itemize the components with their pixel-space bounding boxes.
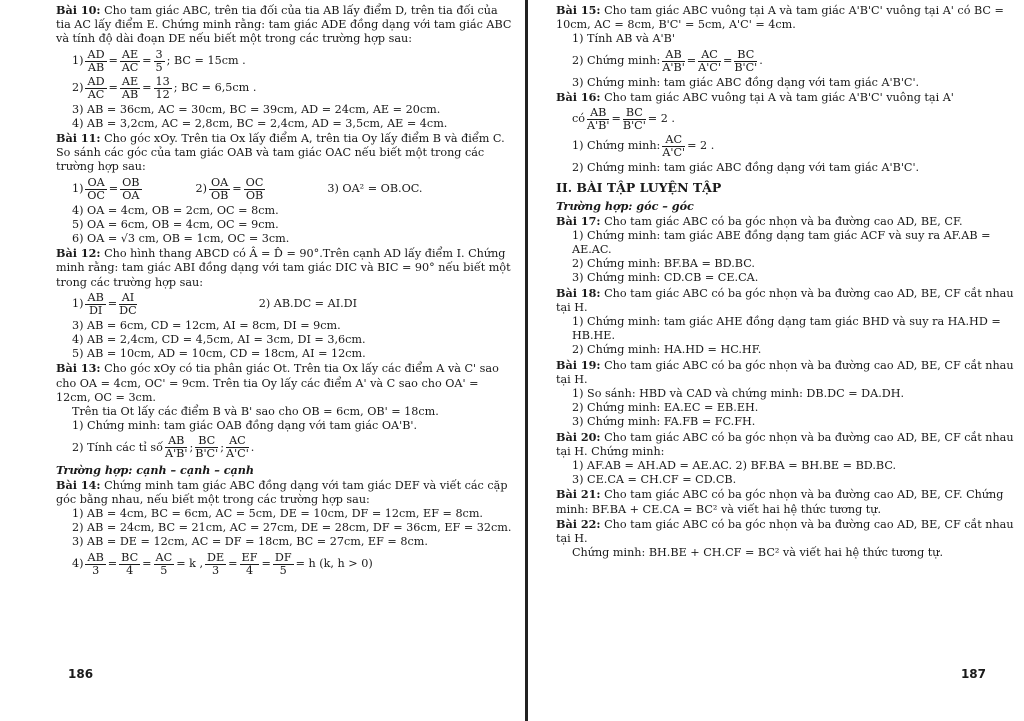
fraction: $\frac{AC}{A'C'}$ (225, 434, 249, 461)
ex13-case-2: 2) Tính các tỉ số $\frac{AB}{A'B'}$ ; $\frac{BC}{B'C'}$ ; $\frac{AC}{A'C'}$ . (72, 434, 255, 461)
fraction: $\frac{AC}{5}$ (155, 550, 173, 577)
ex16-case-2: 2) Chứng minh: tam giác ABC đồng dạng với tam giác A'B'C'. (572, 161, 920, 175)
case-label: 1) (72, 182, 84, 196)
fraction: $\frac{AE}{AB}$ (121, 74, 139, 101)
fraction: $\frac{AD}{AB}$ (87, 47, 105, 74)
case-text: ; BC = 15cm . (166, 54, 246, 67)
exercise-label: Bài 13: (56, 361, 101, 376)
exercise-label: Bài 12: (56, 246, 101, 261)
exercise-label: Bài 19: (556, 357, 601, 372)
fraction: $\frac{AB}{3}$ (87, 550, 104, 577)
ex12-case-4: 4) AB = 2,4cm, CD = 4,5cm, AI = 3cm, DI = 3,6cm. (72, 333, 366, 347)
section-ccc: Trường hợp: cạnh – cạnh – cạnh (56, 463, 255, 478)
ex13-case-1: 1) Chứng minh: tam giác OAB đồng dạng với tam giác OA'B'. (72, 419, 418, 433)
ex18-case-1: 1) Chứng minh: tam giác AHE đồng dạng tam giác BHD và suy ra HA.HD = HB.HE. (572, 315, 1001, 343)
case-label: 2) (72, 81, 84, 94)
exercise-label: Bài 17: (556, 213, 601, 228)
exercise-19: Bài 19: Cho tam giác ABC có ba góc nhọn và ba đường cao AD, BE, CF cắt nhau tại H. (556, 357, 1014, 386)
fraction: $\frac{OA}{OC}$ (87, 175, 105, 202)
ex17-case-1: 1) Chứng minh: tam giác ABE đồng dạng tam giác ACF và suy ra AF.AB = AE.AC. (572, 228, 991, 257)
fraction: $\frac{AI}{DC}$ (119, 290, 137, 317)
fraction: $\frac{AB}{DI}$ (87, 290, 104, 317)
ex15-case-1: 1) Tính AB và A'B' (572, 32, 675, 46)
case-text: = h (k, h > 0) (295, 557, 373, 571)
ex12-case-5: 5) AB = 10cm, AD = 10cm, CD = 18cm, AI = 12cm. (72, 347, 366, 361)
exercise-22: Bài 22: Cho tam giác ABC có ba góc nhọn và ba đường cao AD, BE, CF cắt nhau tại H. (556, 516, 1014, 546)
case-text: có (572, 112, 586, 126)
ex16-condition: có $\frac{AB}{A'B'}$ = $\frac{BC}{B'C'}$ = 2 . (572, 106, 675, 133)
fraction: $\frac{OA}{OB}$ (210, 175, 229, 202)
exercise-21: Bài 21: Cho tam giác ABC có ba góc nhọn và ba đường cao AD, BE, CF. Chứng minh: BF.BA + CE.CA = BC² và viết hai hệ thức tương tự. (556, 487, 1004, 516)
ex18-case-2: 2) Chứng minh: HA.HD = HC.HF. (572, 343, 762, 357)
fraction: $\frac{AD}{AC}$ (87, 74, 105, 101)
left-column (56, 3, 512, 579)
fraction: $\frac{AE}{AC}$ (121, 47, 139, 74)
ex19-case-3: 3) Chứng minh: FA.FB = FC.FH. (572, 415, 756, 429)
fraction: $\frac{DE}{3}$ (207, 550, 225, 577)
exercise-label: Bài 14: (56, 477, 101, 492)
fraction: $\frac{13}{12}$ (155, 74, 170, 101)
ex14-case-1: 1) AB = 4cm, BC = 6cm, AC = 5cm, DE = 10cm, DF = 12cm, EF = 8cm. (72, 507, 483, 521)
ex11-case-4: 4) OA = 4cm, OB = 2cm, OC = 8cm. (72, 203, 279, 217)
fraction: $\frac{AC}{A'C'}$ (698, 47, 721, 74)
ex12-case-3: 3) AB = 6cm, CD = 12cm, AI = 8cm, DI = 9cm. (72, 318, 341, 332)
exercise-15: Bài 15: Cho tam giác ABC vuông tại A và tam giác A'B'C' vuông tại A' có BC = 10cm, AC = 8cm, B'C' = 5cm, A'C' = 4cm. (556, 3, 1004, 32)
fraction: $\frac{BC}{B'C'}$ (734, 47, 758, 74)
page-divider (525, 0, 528, 721)
ex15-case-2: 2) Chứng minh: $\frac{AB}{A'B'}$ = $\frac{AC}{A'C'}$ = $\frac{BC}{B'C'}$ . (572, 47, 763, 74)
exercise-label: Bài 15: (556, 3, 601, 17)
exercise-label: Bài 21: (556, 487, 601, 502)
exercise-13: Bài 13: Cho góc xOy có tia phân giác Ot. Trên tia Ox lấy các điểm A và C' sao cho OA = 4cm, OC' = 9cm. Trên tia Oy lấy các điểm A' và C sao cho OA' = 12cm, OC = 3cm. (56, 361, 499, 404)
ex15-case-3: 3) Chứng minh: tam giác ABC đồng dạng với tam giác A'B'C'. (572, 75, 920, 89)
case-text: = 2 . (687, 139, 715, 153)
ex11-cases-1-3: 1) $\frac{OA}{OC}$ = $\frac{OB}{OA}$ 2) $\frac{OA}{OB}$ = $\frac{OC}{OB}$ 3) OA² = OB.OC. (72, 175, 423, 202)
ex11-case-5: 5) OA = 6cm, OB = 4cm, OC = 9cm. (72, 217, 279, 231)
exercise-label: Bài 10: (56, 3, 101, 17)
exercise-12: Bài 12: Cho hình thang ABCD có Â = D̂ = 90°.Trên cạnh AD lấy điểm I. Chứng minh rằng: tam giác ABI đồng dạng với tam giác DIC và BIC = 90° nếu biết một trong các trường hợp sau: (56, 246, 511, 289)
ex10-case-2: 2) $\frac{AD}{AC}$ = $\frac{AE}{AB}$ = $\frac{13}{12}$ ; BC = 6,5cm . (72, 74, 257, 101)
case-text: 1) Chứng minh: (572, 139, 661, 153)
exercise-label: Bài 20: (556, 429, 601, 444)
page-number-left: 186 (68, 667, 94, 681)
exercise-label: Bài 11: (56, 131, 101, 146)
fraction: $\frac{OC}{OB}$ (245, 175, 264, 202)
exercise-14: Bài 14: Chứng minh tam giác ABC đồng dạng với tam giác DEF và viết các cặp góc bằng nhau, nếu biết một trong các trường hợp sau: (56, 477, 508, 506)
exercise-label: Bài 16: (556, 89, 601, 104)
ex17-case-3: 3) Chứng minh: CD.CB = CE.CA. (572, 271, 759, 285)
fraction: $\frac{BC}{B'C'}$ (195, 434, 219, 461)
exercise-label: Bài 18: (556, 285, 601, 300)
fraction: $\frac{3}{5}$ (155, 47, 163, 74)
fraction: $\frac{AC}{A'C'}$ (662, 133, 686, 160)
ex14-case-4: 4) $\frac{AB}{3}$ = $\frac{BC}{4}$ = $\frac{AC}{5}$ = k , $\frac{DE}{3}$ = $\frac{EF}{4}$ = $\frac{DF}{5}$ = h (k, h > 0) (72, 550, 373, 577)
case-label: 2) (195, 182, 208, 196)
ex14-case-2: 2) AB = 24cm, BC = 21cm, AC = 27cm, DE = 28cm, DF = 36cm, EF = 32cm. (72, 521, 512, 535)
ex13-text: Trên tia Ot lấy các điểm B và B' sao cho OB = 6cm, OB' = 18cm. (72, 405, 439, 419)
case-label: 4) (72, 557, 84, 571)
case-text: = 2 . (647, 112, 675, 126)
ex10-case-3: 3) AB = 36cm, AC = 30cm, BC = 39cm, AD = 24cm, AE = 20cm. (72, 102, 441, 116)
ex12-cases-1-2: 1) $\frac{AB}{DI}$ = $\frac{AI}{DC}$ 2) AB.DC = AI.DI (72, 290, 358, 317)
case-text: 2) Chứng minh: (572, 54, 661, 67)
case-text: 2) AB.DC = AI.DI (258, 297, 358, 311)
right-page (532, 0, 1024, 721)
case-text: = k , (176, 557, 204, 571)
section-gg: Trường hợp: góc – góc (556, 199, 694, 214)
fraction: $\frac{BC}{B'C'}$ (622, 106, 646, 133)
ex10-case-1: 1) $\frac{AD}{AB}$ = $\frac{AE}{AC}$ = $\frac{3}{5}$ ; BC = 15cm . (72, 47, 246, 74)
exercise-label: Bài 22: (556, 516, 601, 531)
fraction: $\frac{EF}{4}$ (241, 550, 258, 577)
ex20-case-3: 3) CE.CA = CH.CF = CD.CB. (572, 473, 737, 487)
section-heading-2: II. BÀI TẬP LUYỆN TẬP (556, 180, 722, 196)
fraction: $\frac{DF}{5}$ (274, 550, 292, 577)
right-column (556, 3, 1014, 561)
fraction: $\frac{AB}{A'B'}$ (165, 434, 188, 461)
case-text: 2) Tính các tỉ số (72, 440, 164, 454)
exercise-10: Bài 10: Cho tam giác ABC, trên tia đối của tia AB lấy điểm D, trên tia đối của tia AC lấy điểm E. Chứng minh rằng: tam giác ADE đồng dạng với tam giác ABC và tính độ dài đoạn DE nếu biết một trong các trường hợp sau: (56, 3, 512, 46)
case-label: 1) (72, 54, 84, 67)
case-text: ; BC = 6,5cm . (173, 81, 257, 94)
ex11-case-6: 6) OA = √3 cm, OB = 1cm, OC = 3cm. (72, 232, 290, 246)
case-text: 3) OA² = OB.OC. (327, 182, 423, 196)
fraction: $\frac{AB}{A'B'}$ (662, 47, 685, 74)
exercise-16: Bài 16: Cho tam giác ABC vuông tại A và tam giác A'B'C' vuông tại A' (556, 89, 954, 104)
ex20-case-1-2: 1) AF.AB = AH.AD = AE.AC. 2) BF.BA = BH.BE = BD.BC. (572, 459, 897, 473)
ex19-case-2: 2) Chứng minh: EA.EC = EB.EH. (572, 401, 759, 415)
exercise-18: Bài 18: Cho tam giác ABC có ba góc nhọn và ba đường cao AD, BE, CF cắt nhau tại H. (556, 285, 1014, 314)
ex16-case-1 (556, 134, 1014, 159)
page-number-right: 187 (960, 667, 986, 681)
ex22-case-1: Chứng minh: BH.BE + CH.CF = BC² và viết hai hệ thức tương tự. (572, 546, 944, 560)
ex10-case-4: 4) AB = 3,2cm, AC = 2,8cm, BC = 2,4cm, AD = 3,5cm, AE = 4cm. (72, 116, 448, 130)
fraction: $\frac{OB}{OA}$ (122, 175, 140, 202)
ex14-case-3: 3) AB = DE = 12cm, AC = DF = 18cm, BC = 27cm, EF = 8cm. (72, 535, 428, 549)
exercise-11: Bài 11: Cho góc xOy. Trên tia Ox lấy điểm A, trên tia Oy lấy điểm B và điểm C. So sánh các góc của tam giác OAB và tam giác OAC nếu biết một trong các trường hợp sau: (56, 131, 505, 174)
exercise-17: Bài 17: Cho tam giác ABC có ba góc nhọn và ba đường cao AD, BE, CF. (556, 213, 963, 228)
fraction: $\frac{BC}{4}$ (121, 550, 139, 577)
ex17-case-2: 2) Chứng minh: BF.BA = BD.BC. (572, 257, 755, 271)
fraction: $\frac{AB}{A'B'}$ (587, 106, 610, 133)
exercise-20: Bài 20: Cho tam giác ABC có ba góc nhọn và ba đường cao AD, BE, CF cắt nhau tại H. Chứng minh: (556, 429, 1014, 458)
case-label: 1) (72, 297, 84, 311)
ex19-case-1: 1) So sánh: HBD và CAD và chứng minh: DB.DC = DA.DH. (572, 387, 905, 401)
